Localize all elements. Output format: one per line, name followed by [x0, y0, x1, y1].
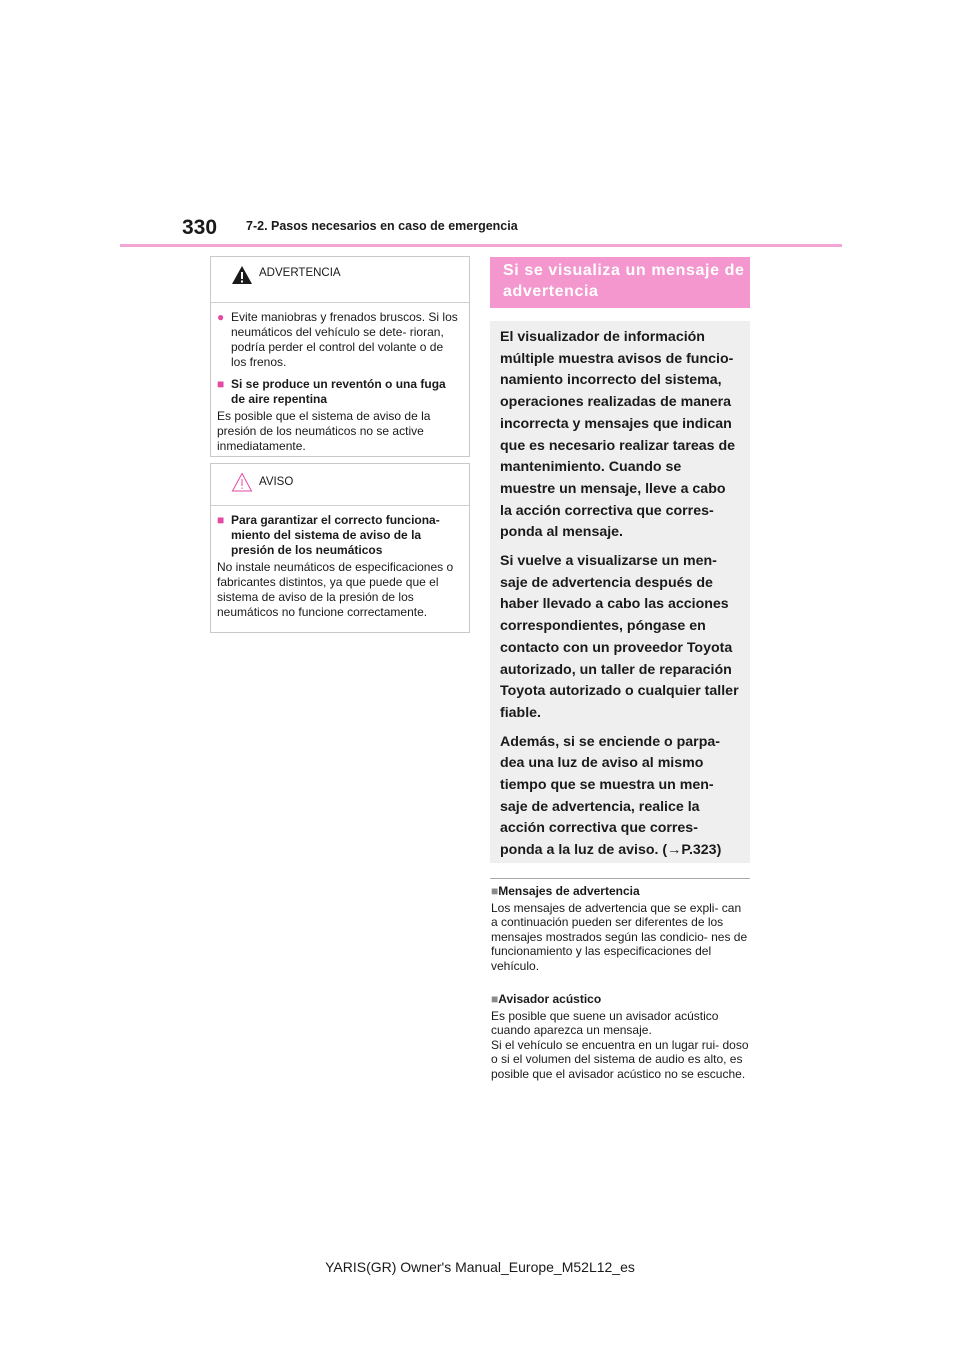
list-item: [217, 310, 461, 370]
round-bullet-icon: ●: [217, 310, 225, 324]
aviso-item1-title: Para garantizar el correcto funciona- miento del sistema de aviso de la presión de los neumáticos: [231, 513, 440, 557]
list-item: [217, 377, 461, 407]
advertencia-box: [210, 256, 470, 457]
avisador-heading: [491, 992, 751, 1007]
mensajes-section: [491, 884, 751, 973]
warning-icon: [231, 265, 253, 285]
avisador-text1: Es posible que suene un avisador acústico cuando aparezca un mensaje.: [491, 1008, 719, 1037]
divider: [490, 878, 750, 879]
aviso-header: [211, 464, 469, 506]
advertencia-header: [211, 257, 469, 303]
advertencia-title: ADVERTENCIA: [259, 267, 341, 279]
aviso-title: AVISO: [259, 476, 294, 488]
avisador-title: Avisador acústico: [498, 992, 602, 1006]
aviso-item1-text: No instale neumáticos de especificaciones o fabricantes distintos, ya que puede que el sistema de aviso de la presión de los neumáticos no funcione correctamente.: [217, 560, 454, 619]
caution-icon: [231, 472, 253, 492]
page-number: 330: [182, 216, 218, 239]
summary-paragraph: Además, si se enciende o parpa- dea una luz de aviso al mismo tiempo que se muestra un men- saje de advertencia, realice la acción correctiva que corres- ponda a la luz de aviso. (→P.323): [500, 733, 722, 859]
avisador-section: [491, 992, 751, 1081]
mensajes-title: Mensajes de advertencia: [498, 884, 640, 898]
summary-paragraph: Si vuelve a visualizarse un men- saje de advertencia después de haber llevado a cabo las acciones correspondientes, póngase en contacto con un proveedor Toyota autorizado, un taller de reparación Toyota autorizado o cualquier taller fiable.: [500, 553, 739, 721]
warning-summary-box: [490, 321, 750, 863]
square-bullet-icon: ■: [217, 377, 225, 391]
summary-paragraph: El visualizador de información múltiple muestra avisos de funcio- namiento incorrecto del sistema, operaciones realizadas de manera incorrecta y mensajes que indican que es necesario realizar tareas de mantenimiento. Cuando se muestre un mensaje, lleve a cabo la acción correctiva que corres- ponda al mensaje.: [500, 329, 736, 541]
aviso-box: [210, 463, 470, 633]
square-bullet-icon: ■: [491, 884, 499, 898]
avisador-text2: Si el vehículo se encuentra en un lugar rui- doso o si el volumen del sistema de audio es alto, es posible que el avisador acústico no se escuche.: [491, 1037, 749, 1081]
square-bullet-icon: ■: [491, 992, 499, 1006]
advertencia-item1: Evite maniobras y frenados bruscos. Si los neumáticos del vehículo se dete- rioran, podría perder el control del volante o de los frenos.: [231, 310, 458, 369]
square-bullet-icon: ■: [217, 513, 225, 527]
footer: YARIS(GR) Owner's Manual_Europe_M52L12_es: [325, 1259, 635, 1275]
header-rule: [120, 244, 842, 247]
mensajes-text: Los mensajes de advertencia que se expli- can a continuación pueden ser diferentes de los mensajes mostrados según las condicio- nes de funcionamiento y las especificaciones del vehículo.: [491, 900, 748, 973]
section-title: Si se visualiza un mensaje de advertencia: [490, 257, 750, 308]
section-header: 7-2. Pasos necesarios en caso de emergencia: [246, 219, 518, 233]
mensajes-heading: [491, 884, 751, 899]
list-item: [217, 513, 461, 558]
advertencia-item2-text: Es posible que el sistema de aviso de la presión de los neumáticos no se active inmediatamente.: [217, 409, 431, 453]
advertencia-item2-title: Si se produce un reventón o una fuga de aire repentina: [231, 377, 446, 406]
